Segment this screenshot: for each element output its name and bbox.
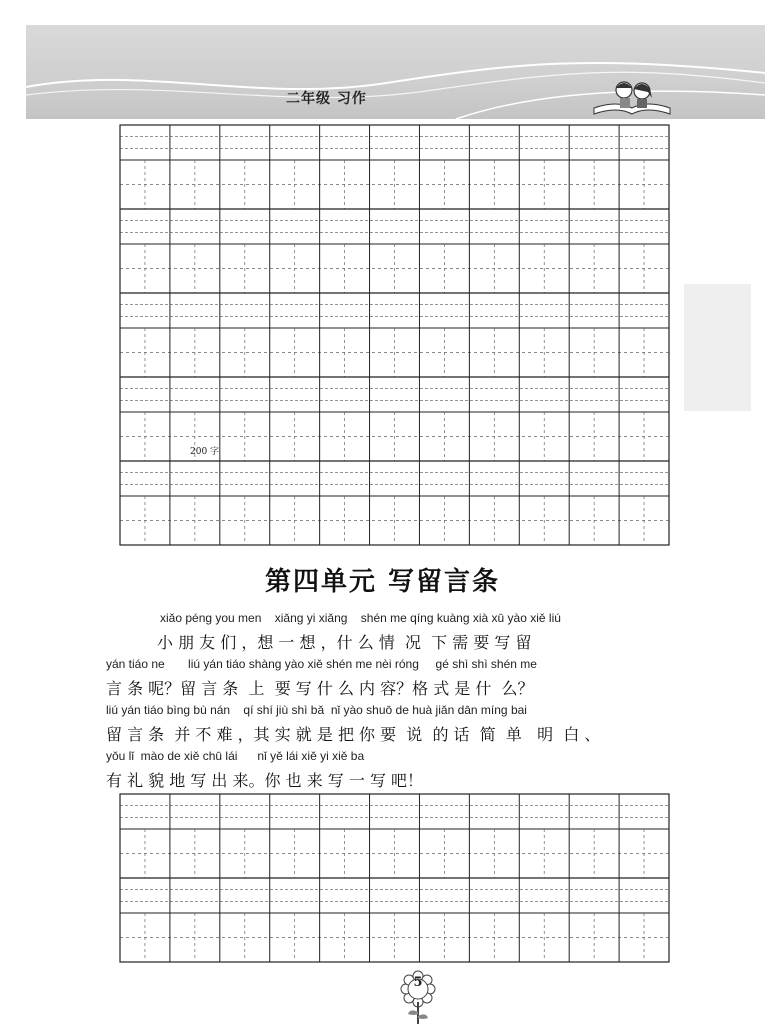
- grade-label: 二年级 习作: [286, 91, 367, 107]
- page-number: 5: [413, 975, 423, 990]
- hanzi-line: 言 条 呢？留 言 条 上 要 写 什 么 内 容？格 式 是 什 么？: [106, 679, 534, 698]
- unit-title: 第四单元 写留言条: [264, 567, 501, 597]
- hanzi-line: 留 言 条 并 不 难 ，其 实 就 是 把 你 要 说 的 话 简 单 明 白 、: [106, 725, 601, 744]
- upper-writing-grid: [119, 124, 670, 546]
- side-tab-decoration: [684, 284, 751, 411]
- hanzi-line: 有 礼 貌 地 写 出 来。你 也 来 写 一 写 吧！: [106, 771, 424, 790]
- word-count-marker: 200 字: [190, 447, 220, 457]
- lower-writing-grid: [119, 793, 670, 963]
- pinyin-line: xiǎo péng you men xiǎng yi xiǎng shén me qíng kuàng xià xū yào xiě liú: [160, 611, 561, 625]
- pinyin-line: yán tiáo ne liú yán tiáo shàng yào xiě shén me nèi róng gé shì shì shén me: [106, 657, 537, 671]
- hanzi-line: 小 朋 友 们 ，想 一 想 ，什 么 情 况 下 需 要 写 留: [157, 633, 532, 652]
- kids-reading-icon: [592, 78, 672, 118]
- pinyin-line: liú yán tiáo bìng bù nán qí shí jiù shì bǎ nǐ yào shuō de huà jiǎn dān míng bai: [106, 703, 527, 717]
- pinyin-line: yǒu lǐ mào de xiě chū lái nǐ yě lái xiě yi xiě ba: [106, 749, 365, 763]
